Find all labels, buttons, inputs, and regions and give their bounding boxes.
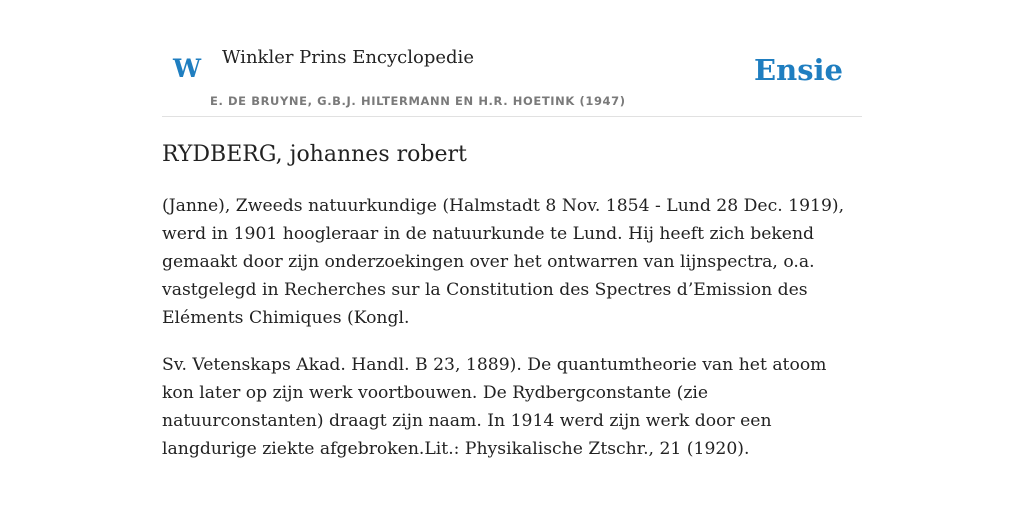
ensie-brand-logo[interactable]: Ensie (754, 53, 843, 87)
page-header (162, 36, 862, 117)
entry-title: RYDBERG, johannes robert (162, 142, 467, 167)
publication-logo[interactable]: W (173, 54, 202, 83)
entry-paragraph-2: Sv. Vetenskaps Akad. Handl. B 23, 1889). De quantumtheorie van het atoom kon later op zijn werk voortbouwen. De Rydbergconstante (zie natuurconstanten) draagt zijn naam. In 1914 werd zijn werk door een langdurige ziekte afgebroken.Lit.: Physikalische Ztschr., 21 (1920). (162, 355, 827, 459)
publication-title[interactable]: Winkler Prins Encyclopedie (222, 47, 474, 68)
publication-authors: E. DE BRUYNE, G.B.J. HILTERMANN EN H.R. HOETINK (1947) (210, 94, 626, 108)
entry-paragraph-1: (Janne), Zweeds natuurkundige (Halmstadt 8 Nov. 1854 - Lund 28 Dec. 1919), werd in 1901 hoogleraar in de natuurkunde te Lund. Hij heeft zich bekend gemaakt door zijn onderzoekingen over het ontwarren van lijnspectra, o.a. vastgelegd in Recherches sur la Constitution des Spectres d’Emission des Eléments Chimiques (Kongl. (162, 196, 845, 328)
